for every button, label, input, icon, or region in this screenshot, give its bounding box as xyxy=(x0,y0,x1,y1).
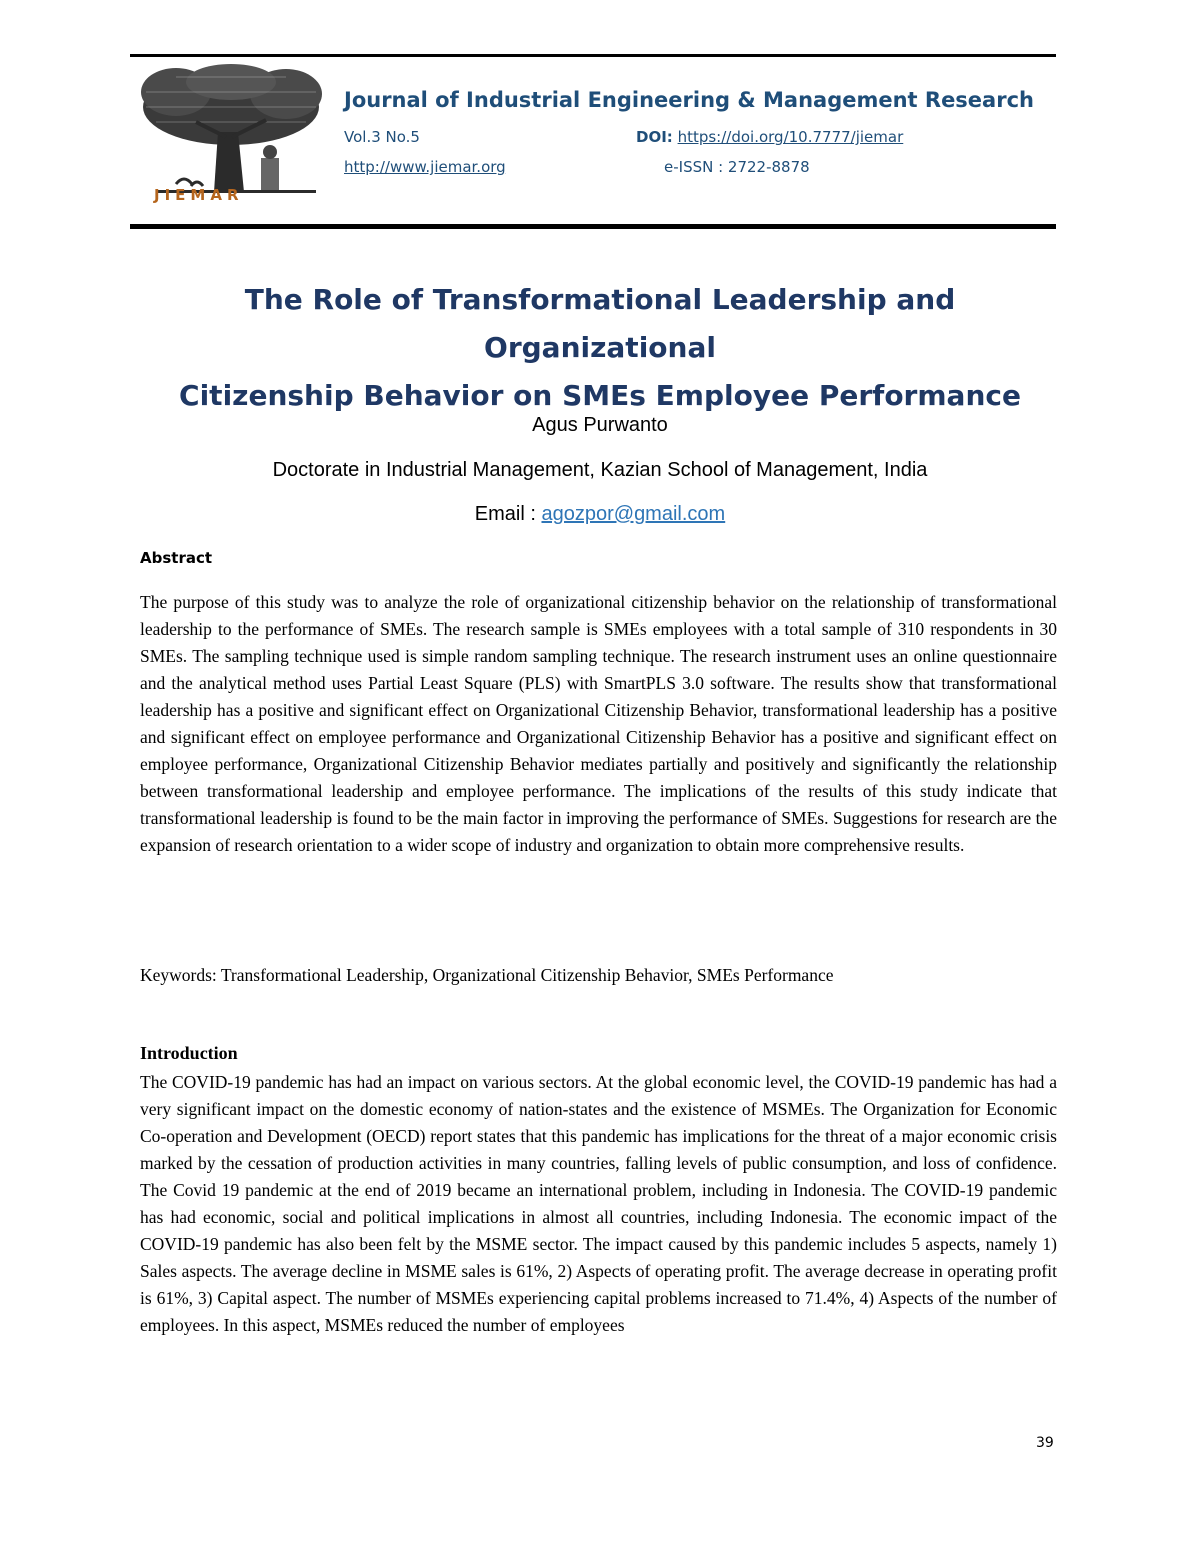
doi-label: DOI: xyxy=(636,128,673,146)
doi-link[interactable]: https://doi.org/10.7777/jiemar xyxy=(677,128,904,146)
introduction-heading: Introduction xyxy=(140,1043,238,1063)
author-affiliation: Doctorate in Industrial Management, Kazian School of Management, India xyxy=(272,459,928,481)
journal-name: Journal of Industrial Engineering & Management Research xyxy=(344,88,1034,112)
header-top-rule xyxy=(130,54,1056,57)
page-number: 39 xyxy=(1036,1435,1054,1451)
paper-title xyxy=(130,276,1070,420)
author-name: Agus Purwanto xyxy=(532,414,668,436)
email-label: Email : xyxy=(474,503,536,525)
logo-wordmark: JIEMAR xyxy=(154,186,244,204)
paper-title-line-1: The Role of Transformational Leadership and Organizational xyxy=(244,283,956,364)
journal-volume: Vol.3 No.5 xyxy=(344,128,420,146)
journal-doi xyxy=(636,128,903,146)
header-bottom-rule xyxy=(130,224,1056,229)
keywords: Keywords: Transformational Leadership, Organizational Citizenship Behavior, SMEs Performance xyxy=(140,965,834,985)
journal-issn: e-ISSN : 2722-8878 xyxy=(664,158,810,176)
journal-website-link[interactable]: http://www.jiemar.org xyxy=(344,158,506,176)
abstract-heading: Abstract xyxy=(140,549,213,567)
email-link[interactable]: agozpor@gmail.com xyxy=(541,503,726,525)
introduction-text: The COVID-19 pandemic has had an impact on various sectors. At the global economic level, the COVID-19 pandemic has had a very significant impact on the domestic economy of nation-states and the existence of MSMEs. The Organization for Economic Co-operation and Development (OECD) report states that this pandemic has implications for the threat of a major economic crisis marked by the cessation of production activities in many countries, falling levels of public consumption, and loss of confidence. The Covid 19 pandemic at the end of 2019 became an international problem, including in Indonesia. The COVID-19 pandemic has had economic, social and political implications in almost all countries, including Indonesia. The economic impact of the COVID-19 pandemic has also been felt by the MSME sector. The impact caused by this pandemic includes 5 aspects, namely 1) Sales aspects. The average decline in MSME sales is 61%, 2) Aspects of operating profit. The average decrease in operating profit is 61%, 3) Capital aspect. The number of MSMEs experiencing capital problems increased to 71.4%, 4) Aspects of the number of employees. In this aspect, MSMEs reduced the number of employees xyxy=(140,1072,1057,1335)
author-email xyxy=(130,503,1070,526)
paper-title-line-2: Citizenship Behavior on SMEs Employee Performance xyxy=(179,379,1021,412)
abstract-text: The purpose of this study was to analyze the role of organizational citizenship behavior on the relationship of transformational leadership to the performance of SMEs. The research sample is SMEs employees with a total sample of 310 respondents in 30 SMEs. The sampling technique used is simple random sampling technique. The research instrument uses an online questionnaire and the analytical method uses Partial Least Square (PLS) with SmartPLS 3.0 software. The results show that transformational leadership has a positive and significant effect on Organizational Citizenship Behavior, transformational leadership has a positive and significant effect on employee performance and Organizational Citizenship Behavior has a positive and significant effect on employee performance, Organizational Citizenship Behavior mediates partially and positively and significantly the relationship between transformational leadership and employee performance. The implications of the results of this study indicate that transformational leadership is found to be the main factor in improving the performance of SMEs. Suggestions for research are the expansion of research orientation to a wider scope of industry and organization to obtain more comprehensive results. xyxy=(140,592,1057,855)
